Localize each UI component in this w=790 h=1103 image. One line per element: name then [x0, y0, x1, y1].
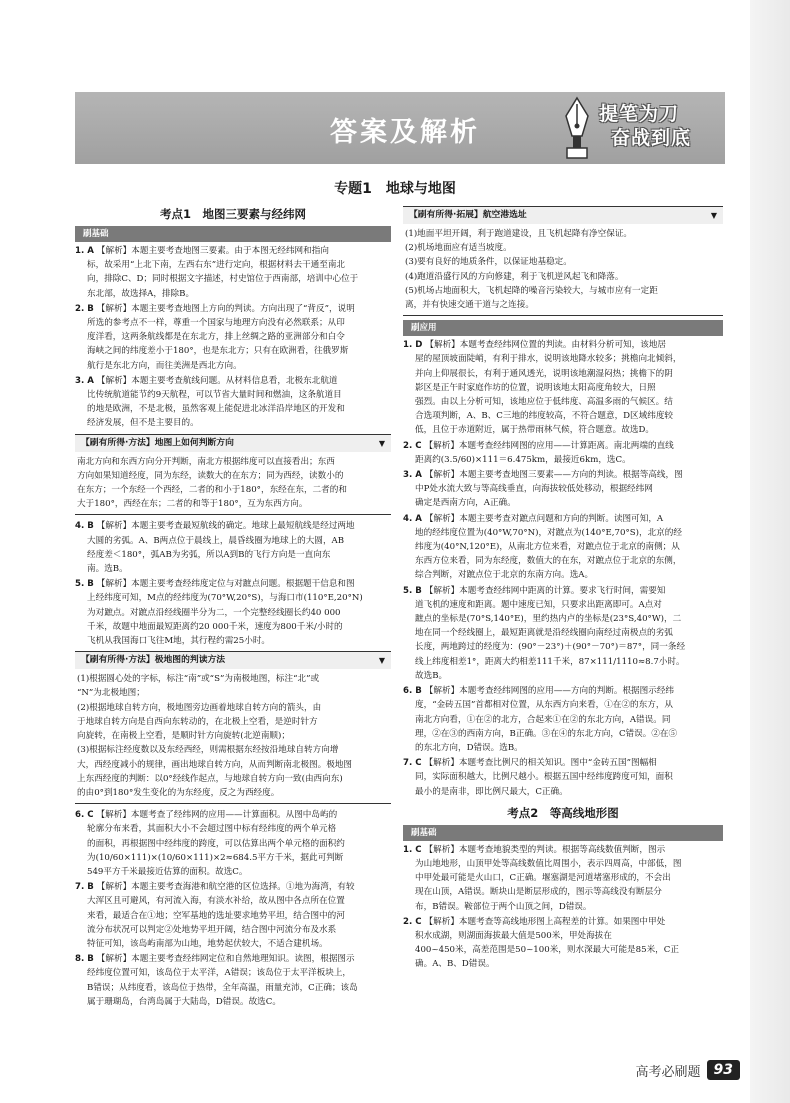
- answer-item: [403, 512, 723, 583]
- box-line: 在东方；一个东经一个西经，二者的和小于180°，东经在东，二者的和: [77, 485, 347, 496]
- book-title: 高考必刷题: [635, 1064, 701, 1080]
- answer-line: 并向上仰展很长，有利于通风透光，说明该地潮湿闷热；挑檐下的阴: [415, 368, 673, 379]
- answer-line: 属于珊瑚岛，台湾岛属于大陆岛，D错误。故选C。: [87, 996, 281, 1007]
- method-box-header: [75, 651, 391, 669]
- answer-line: 东北部，故选择A，排除B。: [87, 288, 195, 299]
- answer-line: 6. C 【解析】本题考查了经纬网的应用——计算面积。从图中岛屿的: [75, 810, 338, 821]
- extension-box-header: [403, 206, 723, 224]
- answer-line: 2. C 【解析】本题考查等高线地形图上高程差的计算。如果图中甲处: [403, 916, 666, 927]
- answer-line: 飞机从我国海口飞往M地，其行程约需25小时。: [87, 636, 271, 647]
- answer-line: 屋的屋顶坡面陡峭，有利于排水，说明该地降水较多；挑檐向北倾斜，: [415, 354, 682, 365]
- answer-line: 南。选B。: [87, 564, 128, 575]
- answer-line: 的地是欧洲，不是北极，虽然客观上能促进北冰洋沿岸地区的开发和: [87, 404, 345, 415]
- box-line: (1)根据圆心处的字标，标注“南”或“S”为南极地图，标注“北”或: [77, 674, 320, 685]
- method-box-body: [75, 671, 391, 804]
- answer-line: 1. C 【解析】本题考查地貌类型的判读。根据等高线数值判断，图示: [403, 844, 666, 855]
- answer-item: [75, 808, 391, 879]
- answer-item: [75, 302, 391, 373]
- answer-number: 4. A: [403, 513, 425, 524]
- answer-number: 7. B: [75, 882, 97, 893]
- page-number: 93: [707, 1060, 740, 1080]
- answer-line: 特征可知，该岛屿南部为山地，地势起伏较大，不适合建机场。: [87, 938, 328, 949]
- answer-line: 标，故采用“上北下南，左西右东”进行定向，根据材料去干通至南北: [87, 260, 346, 271]
- answer-line: 蹠点的坐标是(70°S,140°E)，里约热内卢的坐标是(23°S,40°W)，二: [415, 614, 682, 625]
- answer-line: 低，且位于赤道附近，属于热带雨林气候，符合题意。故选D。: [415, 425, 654, 436]
- answer-number: 8. B: [75, 954, 97, 965]
- answer-line: 1. D 【解析】本题考查经纬网位置的判读。由材料分析可知，该地居: [403, 340, 667, 351]
- answer-line: 大浑区且可避风，有河流入海，有淡水补给，故从图中各点所在位置: [87, 896, 345, 907]
- answer-line: 所选的参考点不一样，尊重一个国家与地理方向没有必然联系；从印: [87, 318, 345, 329]
- answer-line: 4. B 【解析】本题主要考查最短航线的确定。地球上最短航线是经过两地: [75, 521, 355, 532]
- answer-line: 道飞机的速度和距离。题中速度已知，只要求出距离即可。A点对: [415, 599, 662, 610]
- answer-line: 大圆的劣弧。A、B两点位于晨线上，晨昏线圈为地球上的大圆，AB: [87, 535, 345, 546]
- answer-item: [403, 843, 723, 914]
- slogan-line-2: 奋战到底: [611, 127, 692, 149]
- triangle-down-icon: ▼: [378, 656, 385, 666]
- answer-line: 中P处水流大致与等高线垂直，向海拔较低处移动，根据经纬网: [415, 484, 653, 495]
- answer-line: 为对蹠点。对蹠点沿经线圈半分为二，一个完整经线圈长约40 000: [87, 607, 341, 618]
- box-line: 离，并有快速交通干道与之连接。: [405, 300, 534, 311]
- box-line: “N”为北极地图；: [77, 688, 145, 699]
- answer-line: 400~450米，高差范围是50~100米，则水深最大可能是85米，C正: [415, 945, 679, 956]
- answer-line: 8. B 【解析】本题主要考查经纬网定位和自然地理知识。读图，根据图示: [75, 954, 355, 965]
- topic-title: 专题1 地球与地图: [334, 181, 456, 197]
- answer-line: 6. B 【解析】本题考查经纬网图的应用——方向的判断。根据图示经纬: [403, 686, 675, 697]
- section-tag: 刷基础: [403, 825, 723, 841]
- answer-line: 5. B 【解析】本题考查经纬网中距离的计算。要求飞行时间，需要知: [403, 585, 666, 596]
- answer-line: B错误；从纬度看，该岛位于热带，全年高温，雨量充沛，C正确；该岛: [87, 982, 358, 993]
- answer-line: 3. A 【解析】本题主要考查地图三要素——方向的判读。根据等高线，图: [403, 470, 683, 481]
- section-tag: 刷基础: [75, 226, 391, 242]
- answer-line: 积水成湖，则湖面海拔最大值是500米，甲处海拔在: [415, 930, 612, 941]
- answer-line: 经济发展，但不是主要目的。: [87, 418, 199, 429]
- answer-line: 为(10/60×111)×(10/60×111)×2≈684.5平方千米，据此可判断: [87, 852, 344, 863]
- extension-box-body: [403, 226, 723, 316]
- answer-line: 比传统航道能节约9天航程，可以节省大量时间和燃油，这条航道目: [87, 390, 342, 401]
- answer-line: 549平方千米最接近估算的面积。故选C。: [87, 866, 248, 877]
- answer-line: 合选项判断，A、B、C三地的纬度较高，不符合题意，D区域纬度较: [415, 411, 674, 422]
- answer-line: 长度，两地跨过的经度为：(90°－23°)＋(90°－70°)＝87°，同一条经: [415, 642, 686, 653]
- answer-line: 最小的是南非，即比例尺最大，C正确。: [415, 786, 568, 797]
- right-column: [403, 204, 723, 973]
- answer-line: 地在同一个经线圈上，最短距离就是沿经线圈向南经过南极点的劣弧: [415, 628, 673, 639]
- method-box-header: [75, 434, 391, 452]
- section-tag: 刷应用: [403, 320, 723, 336]
- answer-line: 7. C 【解析】本题考查比例尺的相关知识。图中“金砖五国”图幅相: [403, 758, 657, 769]
- answer-line: 确定是西南方向，A正确。: [415, 498, 516, 509]
- answer-line: 轮廓分布来看，其面积大小不会超过图中标有经纬度的两个单元格: [87, 824, 337, 835]
- knowledge-point-title: 考点1 地图三要素与经纬网: [159, 207, 306, 221]
- answer-number: 3. A: [403, 470, 425, 481]
- answer-line: 经度差＜180°，弧AB为劣弧，所以A到B的飞行方向是一直向东: [87, 549, 331, 560]
- box-line: (2)机场地面应有适当坡度。: [405, 243, 512, 254]
- answer-number: 1. C: [403, 844, 425, 855]
- answer-line: 东西方位来看，同为东经度，数值大的在东，对蹠点位于北京的东侧，: [415, 556, 682, 567]
- answer-item: [403, 338, 723, 437]
- answer-item: [403, 584, 723, 683]
- answer-item: [75, 374, 391, 431]
- answer-line: 同，实际面积越大，比例尺越小。根据五国中经纬度跨度可知，面积: [415, 772, 673, 783]
- answer-line: 度洋看，这两条航线都是在东北方，排上丝绸之路的亚洲部分和白令: [87, 332, 345, 343]
- answer-line: 强烈。由以上分析可知，该地应位于低纬度、高温多雨的气候区。结: [415, 397, 673, 408]
- answer-item: [75, 577, 391, 648]
- answer-line: 2. C 【解析】本题考查经纬网图的应用——计算距离。南北两端的直线: [403, 440, 674, 451]
- box-line: (3)根据标注经度数以及东经西经，则需根据东经按沿地球自转方向增: [77, 745, 339, 756]
- slogan-line-1: 提笔为刀: [599, 103, 680, 125]
- answer-line: 纬度为(40°N,120°E)，从南北方位来看，对蹠点位于北京的南侧；从: [415, 542, 680, 553]
- answer-line: 航行是东北方向，而往美洲是西北方向。: [87, 360, 242, 371]
- answer-line: 经纬度位置可知，该岛位于太平洋，A错误；该岛位于太平洋板块上，: [87, 968, 352, 979]
- answer-number: 3. A: [75, 375, 97, 386]
- answer-line: 故选B。: [415, 670, 448, 681]
- answer-number: 4. B: [75, 521, 97, 532]
- method-box-body: [75, 454, 391, 516]
- triangle-down-icon: ▼: [710, 211, 717, 220]
- answer-number: 1. D: [403, 340, 426, 351]
- box-line: (3)要有良好的地质条件，以保证地基稳定。: [405, 257, 572, 268]
- box-line: (4)跑道沿盛行风的方向修建，利于飞机逆风起飞和降落。: [405, 271, 624, 282]
- answer-item: [403, 439, 723, 467]
- answer-number: 1. A: [75, 246, 97, 256]
- answer-line: 1. A 【解析】本题主要考查地图三要素。由于本图无经纬网和指向: [75, 246, 329, 256]
- answer-item: [75, 952, 391, 1009]
- answer-number: 5. B: [403, 585, 425, 596]
- knowledge-point-title: 考点2 等高线地形图: [507, 805, 619, 820]
- box-line: 南北方向和东西方向分开判断，南北方根据纬度可以直接看出；东西: [77, 456, 335, 467]
- answer-number: 2. C: [403, 440, 425, 451]
- answer-item: [403, 468, 723, 511]
- answer-line: 地的经纬度位置为(40°W,70°N)，对蹠点为(140°E,70°S)，北京的经: [415, 527, 682, 538]
- box-line: 于地球自转方向是自西向东转动的，在北极上空看，是逆时针方: [77, 716, 318, 727]
- answer-line: 现在山顶，A错误。断块山是断层形成的，图示等高线没有断层分: [415, 887, 662, 898]
- answer-number: 5. B: [75, 579, 97, 590]
- answer-line: 南北方向看，①在②的北方，合起来①在②的东北方向，A错误。同: [415, 714, 671, 725]
- answer-line: 布，B错误。鞍部位于两个山顶之间，D错误。: [415, 901, 592, 912]
- answer-line: 4. A 【解析】本题主要考查对蹠点问题和方向的判断。读图可知，A: [403, 513, 664, 524]
- answer-number: 2. B: [75, 303, 97, 314]
- answer-line: 度，“金砖五国”首都相对位置，从东西方向来看，①在②的东方，从: [415, 700, 674, 711]
- header-banner: [75, 92, 725, 164]
- answer-line: 的面积，再根据图中经纬度的跨度，可以估算出两个单元格的面积约: [87, 838, 345, 849]
- answer-line: 中甲处最可能是火山口，C正确。堰塞湖是河道堵塞形成的，不会出: [415, 873, 671, 884]
- answer-line: 2. B 【解析】本题主要考查地图上方向的判读。方向出现了“背反”，说明: [75, 303, 355, 314]
- answer-line: 千米，故题中地面最短距离约20 000千米，速度为800千米/小时的: [87, 621, 343, 632]
- answer-number: 2. C: [403, 916, 425, 927]
- slogan: [599, 102, 719, 150]
- answer-line: 线上纬度相差1°，距离大约相差111千米，87×111/1110≈8.7小时。: [415, 656, 685, 667]
- method-box-title: 【刷有所得·方法】地图上如何判断方向: [81, 437, 234, 448]
- answer-line: 确。A、B、D错误。: [415, 959, 495, 970]
- answer-line: 为山地地形，山顶甲处等高线数值比周围小，表示四周高，中部低，图: [415, 858, 682, 869]
- answer-number: 6. C: [75, 810, 97, 821]
- answer-line: 上经纬度可知，M点的经纬度为(70°W,20°S)，与海口市(110°E,20°N): [87, 593, 363, 604]
- box-line: (1)地面平坦开阔，利于跑道建设，且飞机起降有净空保证。: [405, 229, 633, 239]
- answer-line: 综合判断，对蹠点位于北京的东南方向。选A。: [415, 570, 594, 581]
- answer-number: 7. C: [403, 758, 425, 769]
- box-line: 大，西经度减小的规律，画出地球自转方向，从而判断南北极图。极地图: [77, 759, 353, 770]
- extension-box-title: 【刷有所得·拓展】航空港选址: [409, 210, 527, 220]
- box-line: 上东西经度的判断：以0°经线作起点，与地球自转方向一致(由西向东): [77, 773, 343, 784]
- method-box-title: 【刷有所得·方法】极地图的判读方法: [81, 655, 226, 666]
- answer-item: [75, 880, 391, 951]
- answer-line: 向，排除C、D；同时根据文字描述，村史馆位于西南部，培训中心位于: [87, 274, 359, 285]
- page-footer: [636, 1060, 741, 1080]
- answer-item: [403, 756, 723, 799]
- pen-nib-icon: [560, 96, 594, 160]
- answer-line: 流分布状况可以判定②处地势平坦开阔，结合图中河流分布及水系: [87, 924, 337, 935]
- box-line: (2)根据地球自转方向，极地图旁边画着地球自转方向的箭头，由: [77, 702, 322, 713]
- answer-item: [75, 519, 391, 576]
- answer-line: 距离约(3.5/60)×111＝6.475km，最接近6km，选C。: [415, 454, 631, 465]
- answer-line: 影区是正午时家庭作坊的位置，说明该地太阳高度角较大，日照: [415, 382, 656, 393]
- box-line: 向旋转，在南极上空看，是顺时针方向旋转(北逆南顺)；: [77, 731, 290, 742]
- answer-line: 理，②在③的西南方向，B正确。③在④的东北方向，C错误。②在⑤: [415, 728, 678, 739]
- box-line: 的由0°到180°发生变化的为东经度，反之为西经度。: [77, 787, 280, 798]
- answer-line: 来看，最适合在①地；空军基地的选址要求地势平坦，结合图中的河: [87, 910, 345, 921]
- box-line: 方向如果知道经度，同为东经，读数大的在东方；同为西经，读数小的: [77, 470, 344, 481]
- answer-line: 7. B 【解析】本题主要考查海港和航空港的区位选择。①地为海湾，有较: [75, 882, 355, 893]
- answer-item: [75, 244, 391, 301]
- triangle-down-icon: ▼: [378, 438, 385, 448]
- page-edge-shadow: [750, 0, 790, 1103]
- answer-line: 的东北方向，D错误。选B。: [415, 742, 523, 753]
- banner-title: 答案及解析: [330, 117, 480, 148]
- box-line: (5)机场占地面积大，飞机起降的噪音污染较大，与城市应有一定距: [405, 285, 658, 296]
- answer-item: [403, 684, 723, 755]
- left-column: [75, 204, 391, 1010]
- answer-item: [403, 915, 723, 972]
- box-line: 大于180°，西经在东；二者的和等于180°，互为东西方向。: [77, 499, 308, 510]
- answer-line: 5. B 【解析】本题主要考查经纬度定位与对蹠点问题。根据题干信息和图: [75, 579, 355, 590]
- answer-line: 海峡之间的纬度差小于180°，也是东北方；只有在欧洲看，往俄罗斯: [87, 346, 349, 357]
- answer-number: 6. B: [403, 686, 425, 697]
- answer-line: 3. A 【解析】本题主要考查航线问题。从材料信息看，北极东北航道: [75, 375, 338, 386]
